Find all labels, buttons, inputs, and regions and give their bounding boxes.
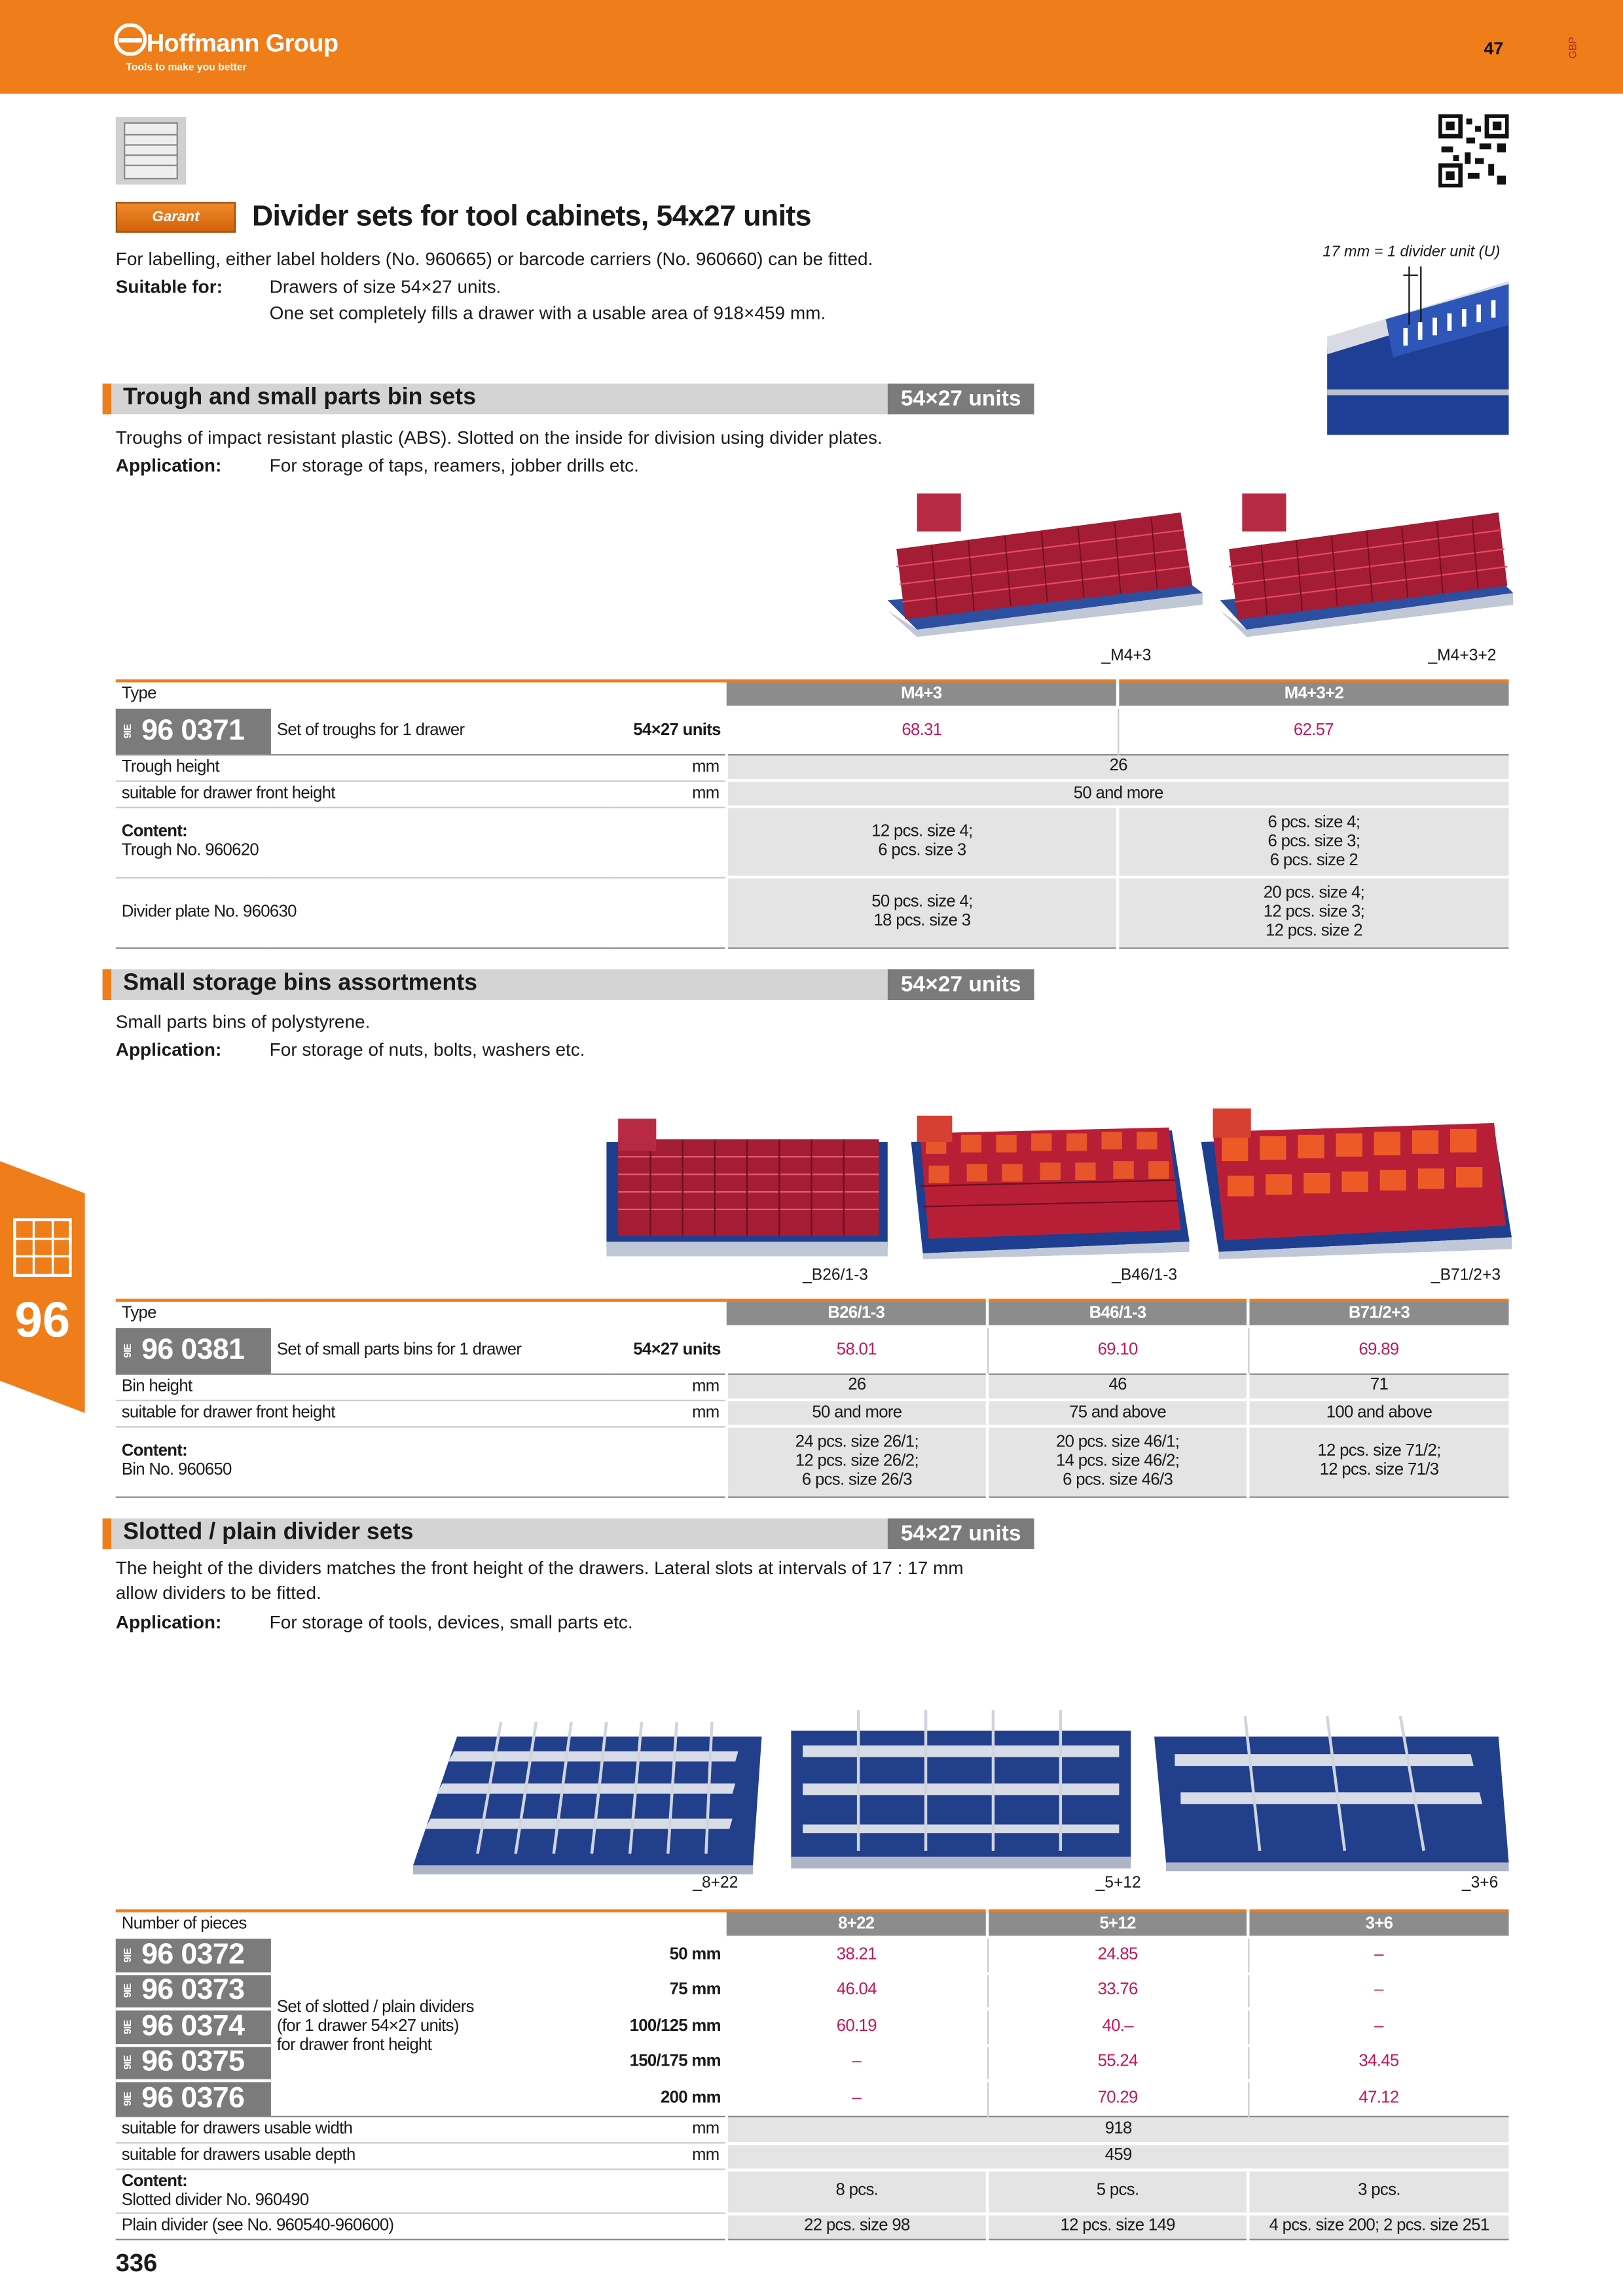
price[interactable]: 70.29 <box>987 2081 1248 2117</box>
section-title: Slotted / plain divider sets <box>122 1520 414 1545</box>
cell-line: 12 pcs. size 3; <box>1263 903 1365 921</box>
cell-line: 12 pcs. size 4; <box>871 823 973 841</box>
article-number[interactable] <box>116 2009 271 2045</box>
row-value: 22 pcs. size 98 <box>727 2214 987 2240</box>
brand-tagline: Tools to make you better <box>126 63 247 73</box>
product-image-3-6[interactable] <box>1154 1710 1513 1882</box>
type-label: Type <box>121 684 156 702</box>
col-header: B46/1-3 <box>987 1300 1248 1327</box>
image-label: _M4+3 <box>1101 647 1152 665</box>
article-desc: Set of small parts bins for 1 drawer <box>276 1340 522 1359</box>
price[interactable]: 69.10 <box>987 1327 1248 1374</box>
application-text: For storage of tools, devices, small parts etc. <box>269 1612 633 1633</box>
brand-name[interactable]: Hoffmann Group <box>146 29 338 58</box>
artno-prefix: 9IE <box>123 724 134 738</box>
price[interactable]: – <box>852 2053 862 2071</box>
row-label-2: Bin No. 960650 <box>121 1461 232 1479</box>
spec-table-troughs <box>116 679 1509 948</box>
page-number-bottom: 336 <box>115 2249 158 2277</box>
artno-prefix: 9IE <box>123 1984 134 1999</box>
image-label: _M4+3+2 <box>1428 647 1497 665</box>
artno-value: 96 0372 <box>141 1938 245 1971</box>
price[interactable]: 40.– <box>987 2009 1248 2045</box>
row-value: 75 and above <box>987 1400 1248 1426</box>
price[interactable]: – <box>1248 1937 1508 1973</box>
chapter-number: 96 <box>14 1293 71 1349</box>
article-number[interactable] <box>116 2081 271 2117</box>
artno-prefix: 9IE <box>123 1343 134 1358</box>
col-header: 3+6 <box>1248 1911 1508 1937</box>
row-value: 4 pcs. size 200; 2 pcs. size 251 <box>1248 2214 1508 2240</box>
row-value: 5 pcs. <box>987 2169 1248 2213</box>
qr-code-icon[interactable] <box>1438 115 1508 195</box>
row-value: 100 and above <box>1248 1400 1508 1426</box>
col-header: 8+22 <box>727 1911 987 1937</box>
row-label-2: Trough No. 960620 <box>121 842 259 860</box>
product-image-b26[interactable] <box>606 1113 888 1266</box>
row-label: Bin height <box>116 1373 615 1399</box>
row-value: 71 <box>1248 1373 1508 1399</box>
row-unit: mm <box>615 780 727 806</box>
col-header: B26/1-3 <box>727 1300 987 1327</box>
application-label: Application: <box>115 455 222 476</box>
cabinet-category-icon <box>116 117 186 185</box>
artno-prefix: 9IE <box>123 1948 134 1963</box>
section-title: Small storage bins assortments <box>122 971 478 996</box>
cell-line: 24 pcs. size 26/1; <box>795 1433 919 1451</box>
product-image-b71[interactable] <box>1201 1105 1512 1266</box>
row-label: suitable for drawer front height <box>116 780 615 806</box>
front-height: 200 mm <box>660 2089 721 2108</box>
section-header-dividers <box>103 1518 897 1549</box>
col-header: M4+3 <box>727 681 1118 707</box>
price[interactable]: 58.01 <box>836 1340 877 1359</box>
row-value: 12 pcs. size 149 <box>987 2214 1248 2240</box>
product-image-m4-3[interactable] <box>888 490 1203 644</box>
image-label: _3+6 <box>1461 1874 1499 1892</box>
row-label: Trough height <box>116 754 615 780</box>
image-label: _B46/1-3 <box>1112 1266 1178 1285</box>
price[interactable]: 47.12 <box>1248 2081 1508 2117</box>
artno-prefix: 9IE <box>123 2020 134 2034</box>
artno-prefix: 9IE <box>123 2092 134 2107</box>
cell-line: 20 pcs. size 4; <box>1263 884 1365 902</box>
image-label: _8+22 <box>693 1874 739 1892</box>
cell-line: 12 pcs. size 26/2; <box>795 1452 919 1470</box>
units-badge: 54×27 units <box>888 1518 1034 1549</box>
price[interactable]: – <box>852 2089 862 2108</box>
article-number[interactable] <box>116 1937 271 1973</box>
product-image-m4-3-2[interactable] <box>1220 490 1513 644</box>
spec-table-bins <box>116 1299 1509 1497</box>
row-label: suitable for drawers usable depth <box>116 2143 615 2169</box>
price[interactable]: – <box>1248 1973 1508 2009</box>
application-text: For storage of taps, reamers, jobber drills etc. <box>269 455 639 476</box>
price[interactable]: 55.24 <box>987 2045 1248 2081</box>
chapter-tab[interactable] <box>0 1161 85 1413</box>
cell-line: 12 pcs. size 2 <box>1265 922 1362 940</box>
intro-text: For labelling, either label holders (No. 960665) or barcode carriers (No. 960660) can be fitted. <box>115 249 873 270</box>
product-image-5-12[interactable] <box>791 1710 1135 1882</box>
section-desc: Troughs of impact resistant plastic (ABS). Slotted on the inside for division using divider plates. <box>115 427 883 448</box>
article-number[interactable] <box>116 708 271 755</box>
row-value: 26 <box>727 754 1509 780</box>
image-label: _B71/2+3 <box>1431 1266 1501 1285</box>
row-label: Divider plate No. 960630 <box>116 877 727 947</box>
front-height: 50 mm <box>669 1945 721 1964</box>
article-size: 54×27 units <box>633 1340 721 1359</box>
cell-line: 6 pcs. size 4; <box>1267 813 1360 831</box>
row-value: 8 pcs. <box>727 2169 987 2213</box>
suitable-label: Suitable for: <box>115 276 223 298</box>
price[interactable]: 24.85 <box>987 1937 1248 1973</box>
cell-line: 12 pcs. size 71/3 <box>1319 1462 1439 1480</box>
price[interactable]: 62.57 <box>1118 708 1508 755</box>
article-desc: Set of slotted / plain dividers <box>276 1998 474 2017</box>
article-number[interactable] <box>116 1973 271 2009</box>
artno-prefix: 9IE <box>123 2056 134 2070</box>
product-image-8-22[interactable] <box>413 1713 765 1885</box>
garant-logo: Garant <box>116 202 236 233</box>
application-label: Application: <box>115 1612 222 1633</box>
price[interactable]: 60.19 <box>836 2017 877 2036</box>
artno-value: 96 0371 <box>141 713 245 747</box>
row-label: Content: <box>121 1442 188 1460</box>
section-desc: The height of the dividers matches the front height of the drawers. Lateral slots at intervals of 17 : 17 mm allow dividers to be fitted. <box>115 1558 964 1604</box>
price[interactable]: – <box>1248 2009 1508 2045</box>
section-desc: Small parts bins of polystyrene. <box>115 1011 371 1033</box>
cell-line: 6 pcs. size 3; <box>1267 832 1360 850</box>
artno-value: 96 0373 <box>141 1974 245 2007</box>
artno-value: 96 0381 <box>141 1333 245 1366</box>
row-label: Content: <box>121 823 188 841</box>
region-code: GBP <box>1569 37 1579 59</box>
page-number-top: 47 <box>1484 38 1504 59</box>
col-header: M4+3+2 <box>1118 681 1508 707</box>
cell-line: 12 pcs. size 71/2; <box>1317 1443 1441 1461</box>
cell-line: 6 pcs. size 46/3 <box>1063 1471 1173 1489</box>
row-unit: mm <box>615 754 727 780</box>
row-label-2: Slotted divider No. 960490 <box>121 2191 309 2209</box>
row-value: 26 <box>727 1373 987 1399</box>
article-number[interactable] <box>116 2045 271 2081</box>
row-unit: mm <box>615 1373 727 1399</box>
cell-line: 20 pcs. size 46/1; <box>1056 1433 1180 1451</box>
artno-value: 96 0376 <box>141 2082 245 2115</box>
row-value: 50 and more <box>727 780 1509 806</box>
front-height: 75 mm <box>669 1981 721 2000</box>
drawer-slot-image <box>1327 266 1508 442</box>
application-text: For storage of nuts, bolts, washers etc. <box>269 1039 585 1060</box>
price[interactable]: 38.21 <box>836 1945 877 1964</box>
row-value: 46 <box>987 1373 1248 1399</box>
article-desc: Set of troughs for 1 drawer <box>276 721 465 740</box>
application-label: Application: <box>115 1039 222 1060</box>
type-label: Number of pieces <box>121 1914 247 1932</box>
col-header: 5+12 <box>987 1911 1248 1937</box>
row-unit: mm <box>615 2117 727 2143</box>
image-label: _5+12 <box>1095 1874 1141 1892</box>
row-unit: mm <box>615 2143 727 2169</box>
price[interactable]: 33.76 <box>987 1973 1248 2009</box>
row-value: 3 pcs. <box>1248 2169 1508 2213</box>
hoffmann-logo-icon <box>115 24 147 63</box>
col-header: B71/2+3 <box>1248 1300 1508 1327</box>
cell-line: 50 pcs. size 4; <box>871 893 973 912</box>
price[interactable]: 46.04 <box>836 1981 877 2000</box>
spec-table-dividers <box>116 1909 1509 2240</box>
row-value: 459 <box>727 2143 1509 2169</box>
row-label: suitable for drawers usable width <box>116 2117 615 2143</box>
row-value: 918 <box>727 2117 1509 2143</box>
suitable-text-2: One set completely fills a drawer with a usable area of 918×459 mm. <box>269 303 826 324</box>
front-height: 100/125 mm <box>629 2017 721 2036</box>
row-label: Plain divider (see No. 960540-960600) <box>116 2214 727 2240</box>
article-size: 54×27 units <box>633 721 721 740</box>
price[interactable]: 69.89 <box>1248 1327 1508 1374</box>
product-image-b46[interactable] <box>911 1113 1190 1266</box>
units-badge: 54×27 units <box>888 384 1034 414</box>
cell-line: 18 pcs. size 3 <box>873 912 971 931</box>
cell-line: 6 pcs. size 26/3 <box>801 1471 912 1489</box>
artno-value: 96 0374 <box>141 2009 245 2043</box>
article-number[interactable] <box>116 1327 271 1374</box>
cell-line: 6 pcs. size 3 <box>878 842 966 860</box>
row-value: 50 and more <box>727 1400 987 1426</box>
price[interactable]: 34.45 <box>1248 2045 1508 2081</box>
suitable-text-1: Drawers of size 54×27 units. <box>269 276 501 298</box>
image-label: _B26/1-3 <box>803 1266 869 1285</box>
front-height: 150/175 mm <box>629 2053 721 2071</box>
page-title: Divider sets for tool cabinets, 54x27 units <box>251 200 811 233</box>
price[interactable]: 68.31 <box>902 721 942 740</box>
section-header-troughs <box>103 384 897 414</box>
units-badge: 54×27 units <box>888 969 1034 1000</box>
section-title: Trough and small parts bin sets <box>122 385 477 410</box>
article-desc: for drawer front height <box>276 2036 432 2054</box>
artno-value: 96 0375 <box>141 2045 245 2078</box>
divider-unit-note: 17 mm = 1 divider unit (U) <box>1322 243 1501 261</box>
row-unit: mm <box>615 1400 727 1426</box>
type-label: Type <box>121 1304 156 1322</box>
row-label: suitable for drawer front height <box>116 1400 615 1426</box>
cell-line: 14 pcs. size 46/2; <box>1056 1452 1180 1470</box>
section-header-bins <box>103 969 897 1000</box>
article-desc: (for 1 drawer 54×27 units) <box>276 2017 459 2036</box>
cell-line: 6 pcs. size 2 <box>1269 851 1359 869</box>
row-label: Content: <box>121 2172 188 2190</box>
